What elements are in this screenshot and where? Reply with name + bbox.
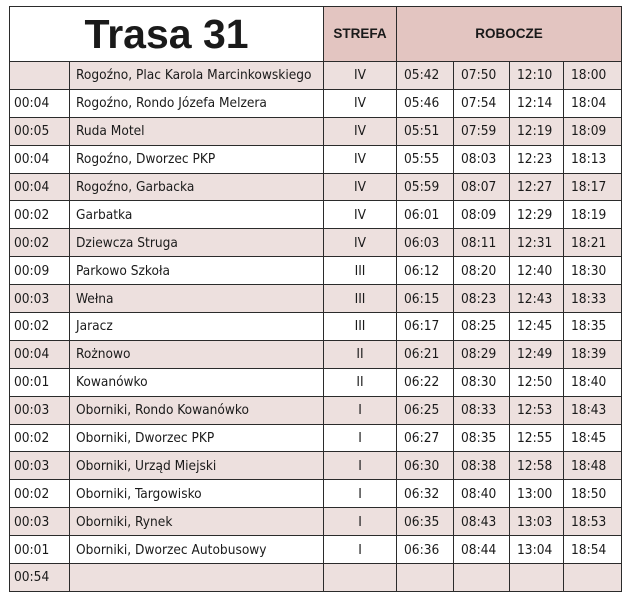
zone-cell: II (324, 368, 397, 396)
departure-cell: 08:38 (454, 452, 510, 480)
departure-cell: 18:00 (564, 62, 622, 90)
stop-name-cell: Oborniki, Rynek (70, 508, 324, 536)
stop-name-cell: Oborniki, Targowisko (70, 480, 324, 508)
travel-time-cell: 00:04 (10, 145, 70, 173)
stop-name-cell: Rogoźno, Dworzec PKP (70, 145, 324, 173)
departure-cell: 06:01 (397, 201, 454, 229)
departure-cell: 08:23 (454, 285, 510, 313)
departure-cell: 08:44 (454, 536, 510, 564)
timetable-row (10, 89, 622, 117)
timetable-row (10, 536, 622, 564)
departure-cell: 06:17 (397, 313, 454, 341)
zone-cell: IV (324, 62, 397, 90)
departure-cell: 13:03 (510, 508, 564, 536)
departure-cell: 18:17 (564, 173, 622, 201)
departure-cell: 06:12 (397, 257, 454, 285)
departure-cell: 18:54 (564, 536, 622, 564)
departure-cell: 13:04 (510, 536, 564, 564)
zone-cell: I (324, 536, 397, 564)
zone-cell: III (324, 313, 397, 341)
stop-name-cell: Dziewcza Struga (70, 229, 324, 257)
departure-cell: 06:15 (397, 285, 454, 313)
departure-cell: 18:30 (564, 257, 622, 285)
travel-time-cell: 00:54 (10, 564, 70, 592)
timetable-row (10, 480, 622, 508)
departure-cell: 13:00 (510, 480, 564, 508)
departure-cell: 18:40 (564, 368, 622, 396)
departure-cell: 12:23 (510, 145, 564, 173)
stop-name-cell: Parkowo Szkoła (70, 257, 324, 285)
departure-cell: 12:14 (510, 89, 564, 117)
departure-cell: 12:43 (510, 285, 564, 313)
timetable-row (10, 117, 622, 145)
timetable-row (10, 340, 622, 368)
travel-time-cell: 00:02 (10, 480, 70, 508)
stop-name-cell (70, 564, 324, 592)
zone-cell: IV (324, 229, 397, 257)
departure-cell: 12:10 (510, 62, 564, 90)
travel-time-cell: 00:09 (10, 257, 70, 285)
header-row (10, 7, 622, 62)
route-title: Trasa 31 (10, 7, 324, 62)
zone-cell: III (324, 257, 397, 285)
zone-cell: IV (324, 173, 397, 201)
timetable-row (10, 564, 622, 592)
timetable-row (10, 229, 622, 257)
departure-cell: 07:50 (454, 62, 510, 90)
departure-cell: 12:50 (510, 368, 564, 396)
stop-name-cell: Ruda Motel (70, 117, 324, 145)
stop-name-cell: Rożnowo (70, 340, 324, 368)
departure-cell (454, 564, 510, 592)
stop-name-cell: Jaracz (70, 313, 324, 341)
zone-cell: IV (324, 201, 397, 229)
travel-time-cell: 00:02 (10, 229, 70, 257)
stop-name-cell: Oborniki, Dworzec PKP (70, 424, 324, 452)
zone-cell: II (324, 340, 397, 368)
departure-cell: 18:33 (564, 285, 622, 313)
departure-cell: 08:43 (454, 508, 510, 536)
travel-time-cell: 00:04 (10, 340, 70, 368)
stop-name-cell: Oborniki, Urząd Miejski (70, 452, 324, 480)
departure-cell: 06:35 (397, 508, 454, 536)
departure-cell: 12:27 (510, 173, 564, 201)
timetable-row (10, 452, 622, 480)
timetable-row (10, 508, 622, 536)
departure-cell: 08:09 (454, 201, 510, 229)
timetable-row (10, 424, 622, 452)
stop-name-cell: Kowanówko (70, 368, 324, 396)
departure-cell: 08:20 (454, 257, 510, 285)
departure-cell: 18:04 (564, 89, 622, 117)
departure-cell: 08:33 (454, 396, 510, 424)
departure-cell: 06:30 (397, 452, 454, 480)
departure-cell: 18:21 (564, 229, 622, 257)
departure-cell: 06:25 (397, 396, 454, 424)
departure-cell: 06:27 (397, 424, 454, 452)
departure-cell: 18:45 (564, 424, 622, 452)
weekdays-header: ROBOCZE (397, 7, 622, 62)
travel-time-cell: 00:03 (10, 508, 70, 536)
departure-cell: 12:40 (510, 257, 564, 285)
travel-time-cell: 00:05 (10, 117, 70, 145)
departure-cell: 08:29 (454, 340, 510, 368)
departure-cell: 08:25 (454, 313, 510, 341)
stop-name-cell: Garbatka (70, 201, 324, 229)
travel-time-cell: 00:01 (10, 368, 70, 396)
travel-time-cell: 00:02 (10, 313, 70, 341)
departure-cell (397, 564, 454, 592)
departure-cell: 18:39 (564, 340, 622, 368)
departure-cell: 08:07 (454, 173, 510, 201)
zone-header: STREFA (324, 7, 397, 62)
zone-cell: I (324, 424, 397, 452)
travel-time-cell: 00:01 (10, 536, 70, 564)
departure-cell: 06:36 (397, 536, 454, 564)
departure-cell: 08:35 (454, 424, 510, 452)
departure-cell: 08:40 (454, 480, 510, 508)
departure-cell: 18:48 (564, 452, 622, 480)
departure-cell: 18:50 (564, 480, 622, 508)
departure-cell: 07:59 (454, 117, 510, 145)
departure-cell: 18:53 (564, 508, 622, 536)
departure-cell: 05:42 (397, 62, 454, 90)
stop-name-cell: Oborniki, Rondo Kowanówko (70, 396, 324, 424)
departure-cell: 06:32 (397, 480, 454, 508)
travel-time-cell: 00:03 (10, 285, 70, 313)
departure-cell: 12:58 (510, 452, 564, 480)
departure-cell: 05:46 (397, 89, 454, 117)
stop-name-cell: Rogoźno, Garbacka (70, 173, 324, 201)
stop-name-cell: Rogoźno, Rondo Józefa Melzera (70, 89, 324, 117)
departure-cell: 18:09 (564, 117, 622, 145)
departure-cell: 12:49 (510, 340, 564, 368)
timetable-row (10, 257, 622, 285)
departure-cell (510, 564, 564, 592)
departure-cell: 18:19 (564, 201, 622, 229)
zone-cell: IV (324, 145, 397, 173)
departure-cell: 18:13 (564, 145, 622, 173)
zone-cell: I (324, 508, 397, 536)
departure-cell: 07:54 (454, 89, 510, 117)
departure-cell: 06:03 (397, 229, 454, 257)
timetable-row (10, 368, 622, 396)
timetable-row (10, 173, 622, 201)
departure-cell: 05:51 (397, 117, 454, 145)
zone-cell: IV (324, 89, 397, 117)
stop-name-cell: Oborniki, Dworzec Autobusowy (70, 536, 324, 564)
timetable-row (10, 145, 622, 173)
departure-cell: 06:22 (397, 368, 454, 396)
departure-cell: 12:31 (510, 229, 564, 257)
timetable-row (10, 201, 622, 229)
timetable-row (10, 396, 622, 424)
departure-cell: 08:11 (454, 229, 510, 257)
zone-cell: III (324, 285, 397, 313)
departure-cell (564, 564, 622, 592)
timetable-row (10, 313, 622, 341)
departure-cell: 18:43 (564, 396, 622, 424)
timetable-row (10, 62, 622, 90)
departure-cell: 08:30 (454, 368, 510, 396)
timetable (9, 6, 622, 592)
departure-cell: 18:35 (564, 313, 622, 341)
travel-time-cell: 00:04 (10, 173, 70, 201)
departure-cell: 08:03 (454, 145, 510, 173)
travel-time-cell (10, 62, 70, 90)
timetable-row (10, 285, 622, 313)
departure-cell: 12:29 (510, 201, 564, 229)
departure-cell: 12:45 (510, 313, 564, 341)
stop-name-cell: Wełna (70, 285, 324, 313)
timetable-sheet (9, 6, 622, 592)
departure-cell: 05:59 (397, 173, 454, 201)
zone-cell (324, 564, 397, 592)
zone-cell: IV (324, 117, 397, 145)
travel-time-cell: 00:04 (10, 89, 70, 117)
departure-cell: 12:19 (510, 117, 564, 145)
zone-cell: I (324, 396, 397, 424)
zone-cell: I (324, 480, 397, 508)
travel-time-cell: 00:02 (10, 201, 70, 229)
travel-time-cell: 00:02 (10, 424, 70, 452)
departure-cell: 12:55 (510, 424, 564, 452)
departure-cell: 06:21 (397, 340, 454, 368)
stop-name-cell: Rogoźno, Plac Karola Marcinkowskiego (70, 62, 324, 90)
departure-cell: 12:53 (510, 396, 564, 424)
travel-time-cell: 00:03 (10, 452, 70, 480)
travel-time-cell: 00:03 (10, 396, 70, 424)
departure-cell: 05:55 (397, 145, 454, 173)
zone-cell: I (324, 452, 397, 480)
